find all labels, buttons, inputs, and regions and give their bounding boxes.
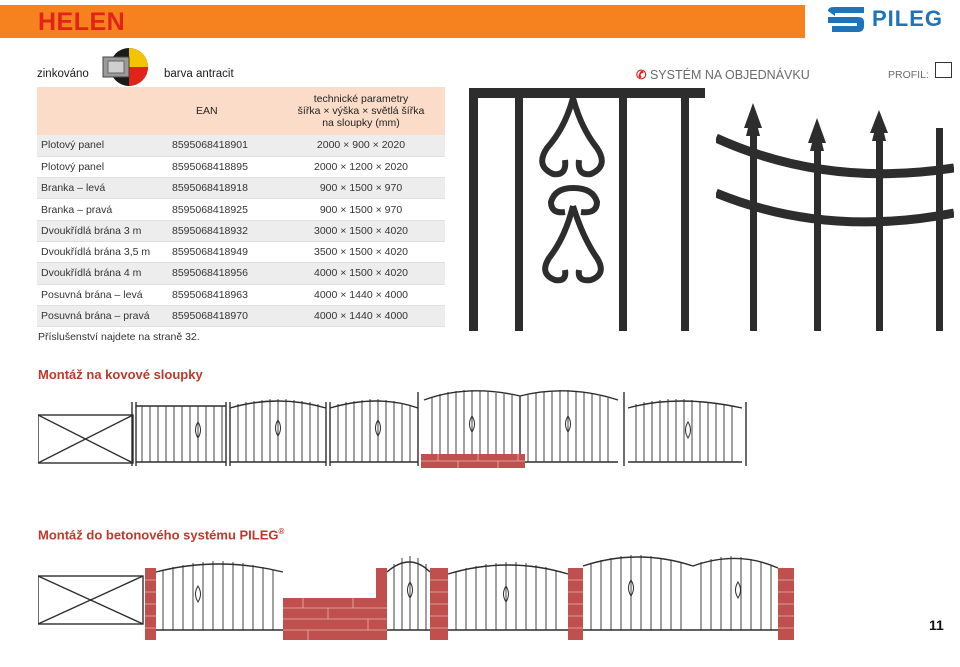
page-title: HELEN (38, 8, 126, 36)
table-row (37, 241, 445, 262)
ean-cell: 8595068418925 (172, 199, 277, 220)
ean-cell: 8595068418901 (172, 135, 277, 156)
finish-anthracite-label: barva antracit (164, 68, 234, 80)
params-header-unit: (mm) (375, 117, 400, 129)
params-header-line3 (277, 117, 445, 129)
header-params-cell (277, 87, 445, 135)
ean-cell: 8595068418963 (172, 284, 277, 305)
table-row (37, 135, 445, 156)
fence-metal-posts-image (38, 382, 750, 468)
params-cell: 3500 × 1500 × 4020 (277, 241, 445, 262)
params-cell: 4000 × 1500 × 4020 (277, 263, 445, 284)
photo-ornament-detail (469, 88, 705, 331)
accessories-note: Příslušenství najdete na straně 32. (38, 331, 200, 343)
brand-name: PILEG (872, 6, 944, 31)
registered-mark: ® (278, 527, 285, 536)
system-order-note (636, 67, 810, 82)
table-row (37, 284, 445, 305)
header-name-cell (37, 87, 172, 135)
phone-icon: ✆ (636, 68, 647, 82)
product-name-cell: Posuvná brána – pravá (37, 305, 172, 326)
fence-concrete-system-drawing (38, 546, 794, 642)
params-cell: 900 × 1500 × 970 (277, 199, 445, 220)
params-cell: 2000 × 900 × 2020 (277, 135, 445, 156)
params-cell: 2000 × 1200 × 2020 (277, 156, 445, 177)
product-name-cell: Plotový panel (37, 156, 172, 177)
spec-table-header (37, 87, 445, 135)
product-name-cell: Branka – levá (37, 178, 172, 199)
params-cell: 4000 × 1440 × 4000 (277, 305, 445, 326)
product-name-cell: Branka – pravá (37, 199, 172, 220)
product-name-cell: Dvoukřídlá brána 4 m (37, 263, 172, 284)
header-ean-cell: EAN (172, 87, 277, 135)
photo-spike-detail (716, 88, 954, 331)
product-name-cell: Dvoukřídlá brána 3 m (37, 220, 172, 241)
params-header-line2: šířka × výška × světlá šířka (297, 105, 425, 117)
params-cell: 3000 × 1500 × 4020 (277, 220, 445, 241)
product-name-cell: Dvoukřídlá brána 3,5 m (37, 241, 172, 262)
profile-section-icon (95, 47, 155, 91)
params-header-line1: technické parametry (313, 93, 409, 105)
ean-cell: 8595068418949 (172, 241, 277, 262)
ean-cell: 8595068418956 (172, 263, 277, 284)
page-number: 11 (929, 617, 944, 633)
spike-detail-image (716, 88, 954, 331)
ean-cell: 8595068418918 (172, 178, 277, 199)
params-header-bold: na sloupky (322, 117, 373, 129)
ornament-detail-image (469, 88, 705, 331)
concrete-system-label: Montáž do betonového systému PILEG (38, 527, 279, 543)
product-name-cell: Plotový panel (37, 135, 172, 156)
profil-label: PROFIL: (888, 69, 929, 81)
section-title-concrete-system (38, 527, 284, 542)
section-title-metal-posts: Montáž na kovové sloupky (38, 367, 203, 382)
system-order-label: SYSTÉM NA OBJEDNÁVKU (649, 68, 810, 82)
product-name-cell: Posuvná brána – levá (37, 284, 172, 305)
table-row (37, 156, 445, 177)
table-row (37, 220, 445, 241)
ean-cell: 8595068418932 (172, 220, 277, 241)
table-row (37, 305, 445, 326)
ean-cell: 8595068418970 (172, 305, 277, 326)
table-row (37, 178, 445, 199)
spec-table-body (37, 135, 445, 327)
table-row (37, 263, 445, 284)
fence-metal-posts-drawing (38, 382, 750, 468)
table-row (37, 199, 445, 220)
params-cell: 4000 × 1440 × 4000 (277, 284, 445, 305)
spec-table (37, 87, 445, 327)
profil-checkbox (935, 62, 952, 78)
params-cell: 900 × 1500 × 970 (277, 178, 445, 199)
finish-galvanized-label: zinkováno (37, 68, 89, 80)
ean-cell: 8595068418895 (172, 156, 277, 177)
fence-concrete-system-image (38, 546, 794, 642)
